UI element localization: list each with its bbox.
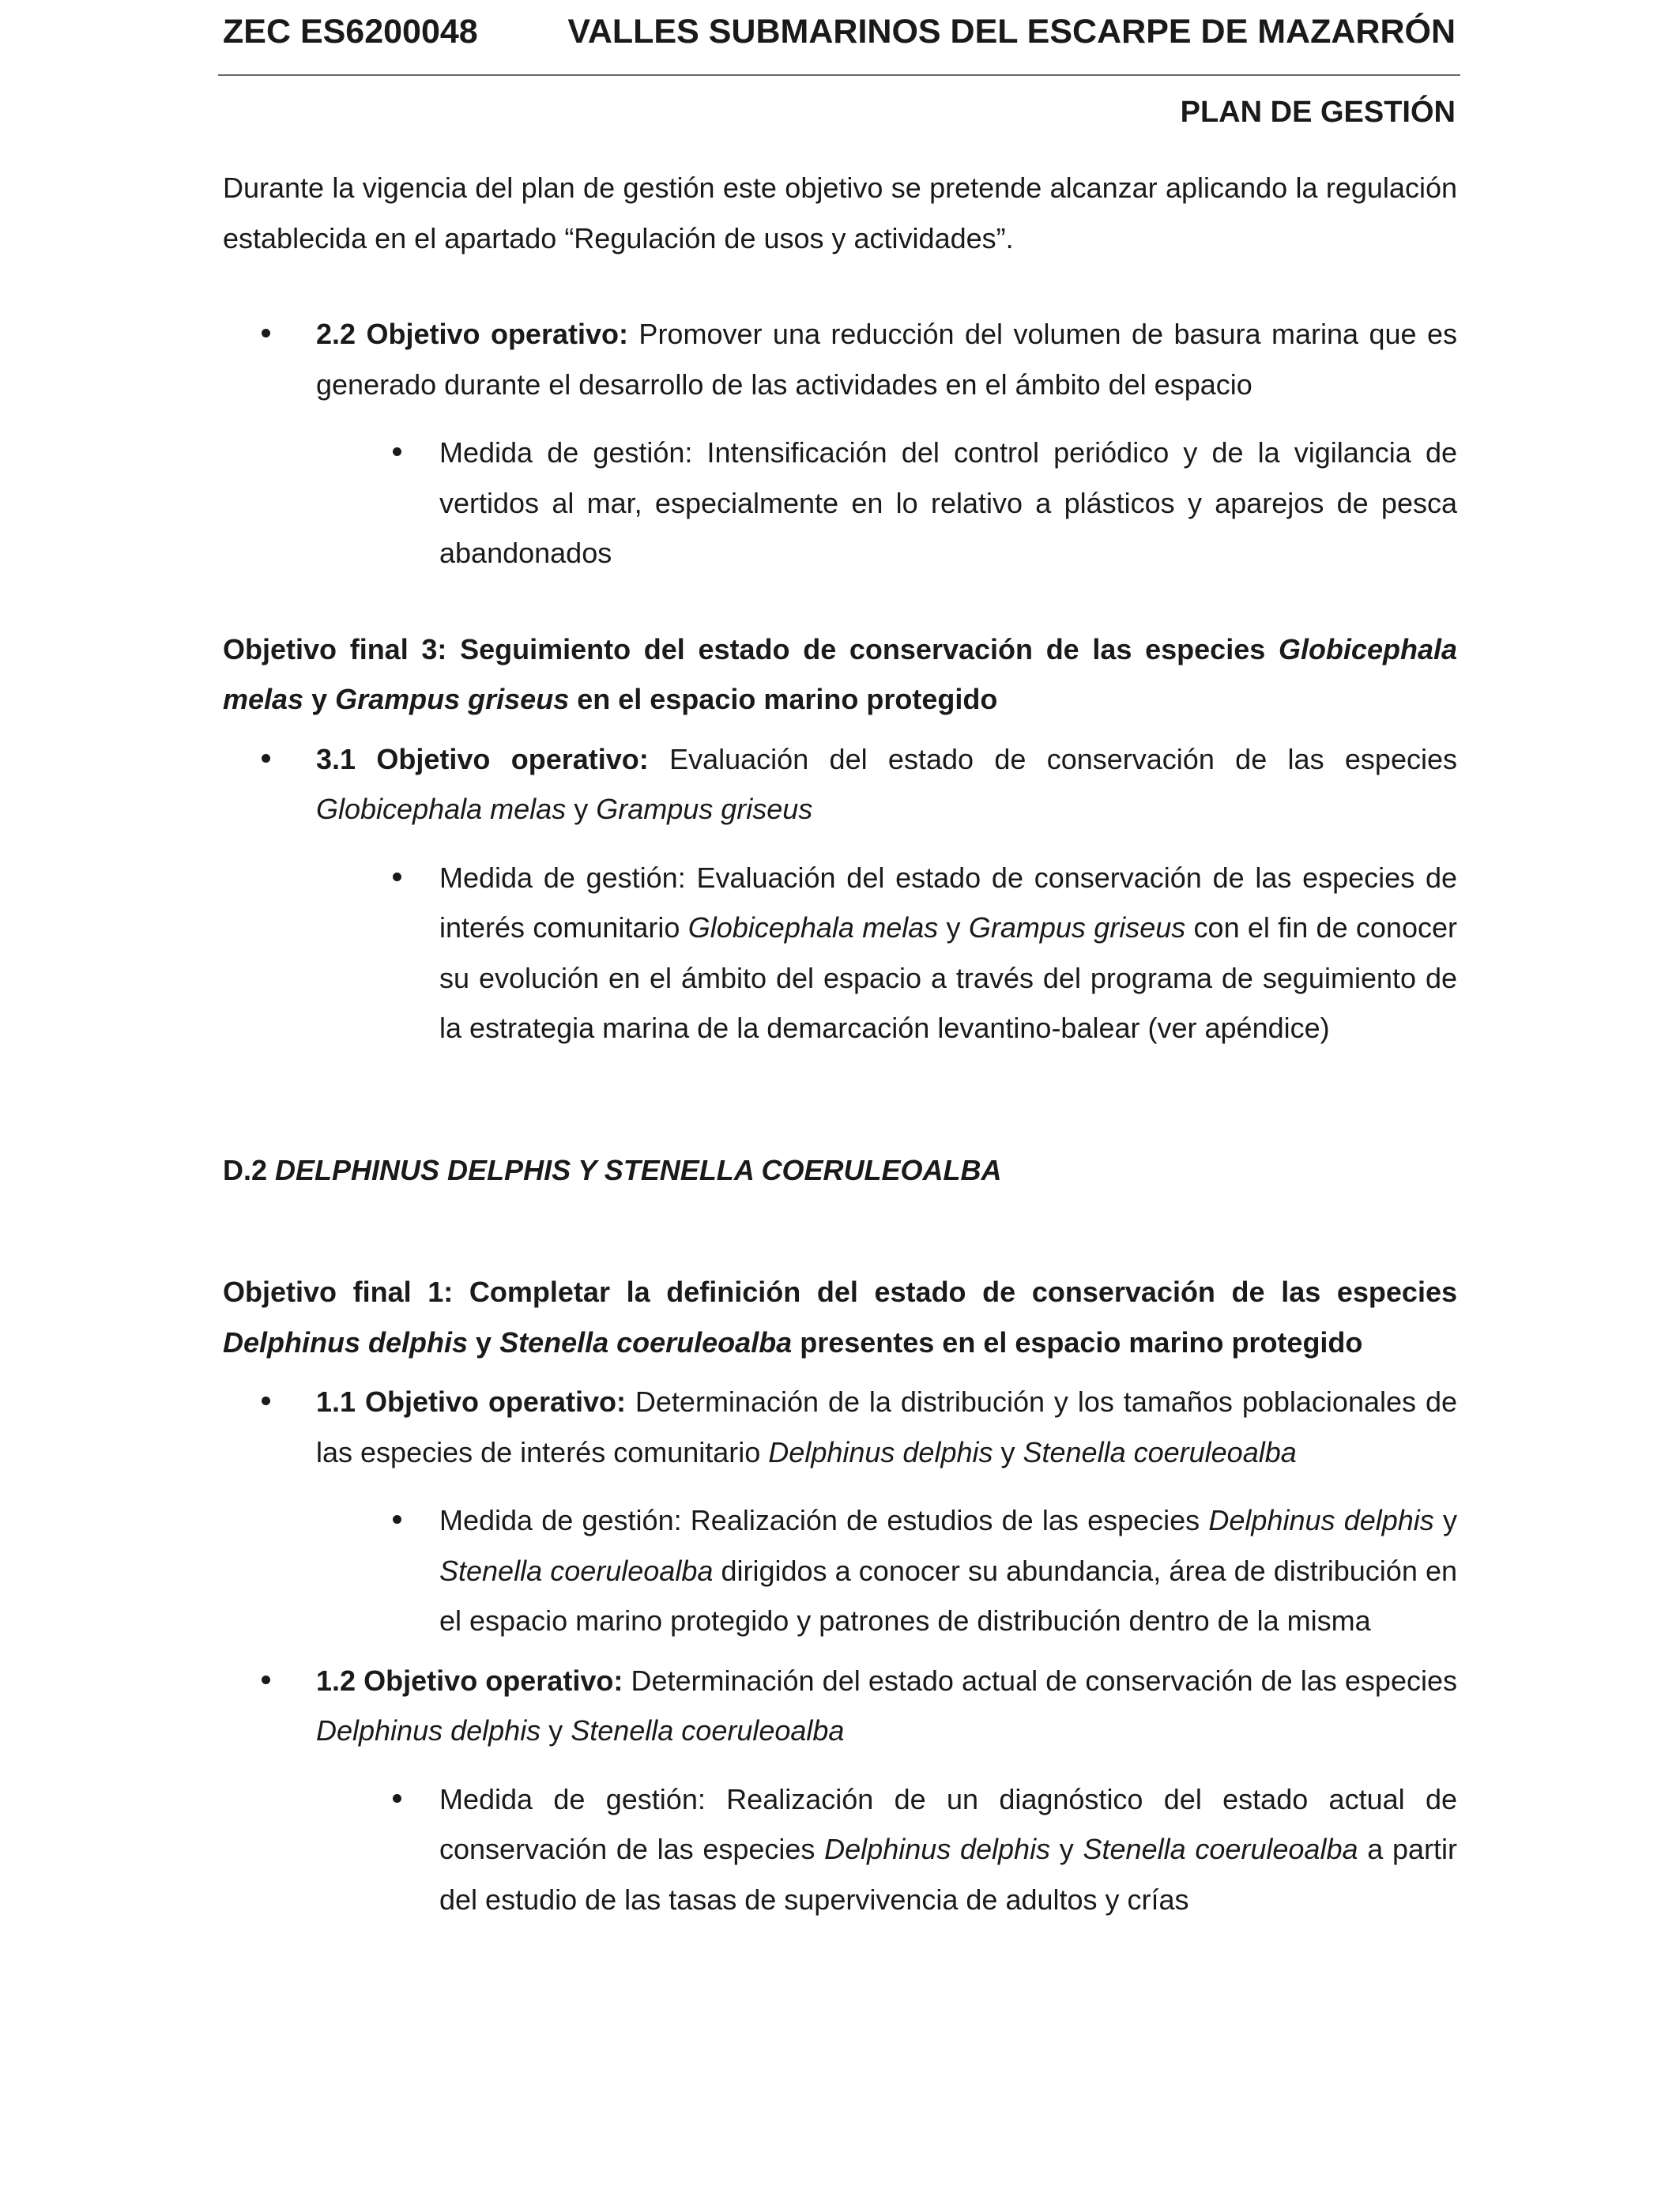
- objective-label: 1.1 Objetivo operativo:: [316, 1385, 626, 1418]
- final-objective-3: Objetivo final 3: Seguimiento del estado de conservación de las especies Globicephala melas y Grampus griseus en el espacio marino protegido: [223, 632, 1457, 715]
- objective-label: 1.2 Objetivo operativo:: [316, 1664, 623, 1697]
- header-document-type: PLAN DE GESTIÓN: [1180, 96, 1456, 129]
- bullet-icon: [393, 1515, 401, 1524]
- measure-text: Medida de gestión: Evaluación del estado de conservación de las especies de interés comunitario Globicephala melas y Grampus griseus con el fin de conocer su evolución en el ámbito del espacio a través del programa de seguimiento de la estrategia marina de la demarcación levantino-balear (ver apéndice): [439, 861, 1457, 1044]
- objective-text: 2.2 Objetivo operativo: Promover una reducción del volumen de basura marina que es generado durante el desarrollo de las actividades en el ámbito del espacio: [316, 318, 1457, 401]
- intro-paragraph: Durante la vigencia del plan de gestión este objetivo se pretende alcanzar aplicando la regulación establecida en el apartado “Regulación de usos y actividades”.: [223, 172, 1457, 254]
- objective-label: 3.1 Objetivo operativo:: [316, 742, 649, 775]
- bullet-icon: [262, 754, 270, 763]
- measure-text: Medida de gestión: Realización de un diagnóstico del estado actual de conservación de las especies Delphinus delphis y Stenella coeruleoalba a partir del estudio de las tasas de supervivencia de adultos y crías: [439, 1782, 1457, 1916]
- operational-objective-1-2: [316, 1656, 1457, 1756]
- header-divider: [218, 74, 1460, 76]
- management-measure-1-2: [439, 1774, 1457, 1925]
- objective-label: 2.2 Objetivo operativo:: [316, 318, 628, 350]
- objective-text: 1.1 Objetivo operativo: Determinación de la distribución y los tamaños poblacionales de las especies de interés comunitario Delphinus delphis y Stenella coeruleoalba: [316, 1385, 1457, 1468]
- management-measure-1-1: [439, 1495, 1457, 1646]
- final-objective-1: Objetivo final 1: Completar la definición del estado de conservación de las especies Delphinus delphis y Stenella coeruleoalba presentes en el espacio marino protegido: [223, 1276, 1457, 1359]
- bullet-icon: [393, 873, 401, 881]
- bullet-icon: [262, 1676, 270, 1684]
- operational-objective-2-2: [316, 309, 1457, 409]
- section-heading-d2: D.2 DELPHINUS DELPHIS Y STENELLA COERULEOALBA: [223, 1153, 1002, 1186]
- management-measure-2-2: [439, 428, 1457, 579]
- objective-text: 1.2 Objetivo operativo: Determinación del estado actual de conservación de las especies Delphinus delphis y Stenella coeruleoalba: [316, 1664, 1457, 1747]
- management-measure-3-1: [439, 853, 1457, 1054]
- bullet-icon: [262, 329, 270, 337]
- header-site-name: VALLES SUBMARINOS DEL ESCARPE DE MAZARRÓN: [567, 13, 1456, 51]
- header-site-code: ZEC ES6200048: [223, 13, 478, 51]
- measure-text: Medida de gestión: Intensificación del control periódico y de la vigilancia de vertidos al mar, especialmente en lo relativo a plásticos y aparejos de pesca abandonados: [439, 436, 1457, 569]
- measure-text: Medida de gestión: Realización de estudios de las especies Delphinus delphis y Stenella coeruleoalba dirigidos a conocer su abundancia, área de distribución en el espacio marino protegido y patrones de distribución dentro de la misma: [439, 1504, 1457, 1637]
- objective-text: 3.1 Objetivo operativo: Evaluación del estado de conservación de las especies Globicephala melas y Grampus griseus: [316, 742, 1457, 825]
- operational-objective-1-1: [316, 1377, 1457, 1477]
- bullet-icon: [393, 447, 401, 456]
- bullet-icon: [262, 1397, 270, 1405]
- document-body: [223, 163, 1457, 1924]
- operational-objective-3-1: [316, 734, 1457, 835]
- bullet-icon: [393, 1794, 401, 1803]
